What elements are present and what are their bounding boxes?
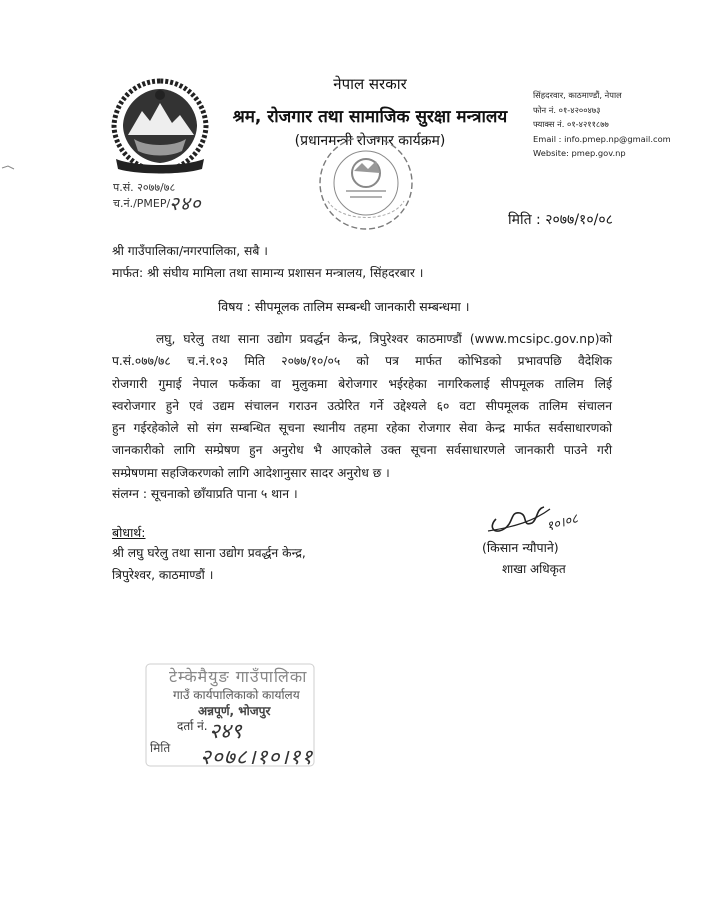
subject-line: विषय : सीपमूलक तालिम सम्बन्धी जानकारी सम्बन्धमा । <box>218 299 470 314</box>
header-program: (प्रधानमन्त्री रोजगार कार्यक्रम) <box>294 133 446 149</box>
stamp-municipality: टेम्केमैयुङ गाउँपालिका <box>169 667 308 686</box>
signatory-name: (किसान न्यौपाने) <box>482 540 559 555</box>
contact-address: सिंहदरवार, काठमाण्डौं, नेपाल <box>533 90 622 100</box>
stamp-location: अन्नपूर्ण, भोजपुर <box>198 704 271 718</box>
ministry-seal-icon <box>306 131 432 239</box>
body-line: प.सं.०७७/७८ च.नं.१०३ मिति २०७७/१०/०५ को पत्र मार्फत कोभिडको प्रभावपछि वैदेशिक <box>112 354 612 369</box>
cc-line: त्रिपुरेश्वर, काठमाण्डौं । <box>112 568 214 582</box>
stamp-miti-value: २०७८।१०।११ <box>200 745 314 769</box>
body-line: लघु, घरेलु तथा साना उद्योग प्रवर्द्धन केन्द्र, त्रिपुरेश्वर काठमाण्डौं (www.mcsipc.gov.np)को <box>156 332 612 346</box>
signature-date: १०।०८ <box>544 511 580 535</box>
stamp-darta-number: २४९ <box>209 719 242 743</box>
stamp-office: गाउँ कार्यपालिकाको कार्यालय <box>173 688 300 702</box>
contact-fax: फ्याक्स नं. ०१-४२११८७७ <box>533 119 609 130</box>
letter-date: मिति : २०७७/१०/०८ <box>508 212 613 228</box>
signatory-position: शाखा अधिकृत <box>502 562 566 576</box>
contact-phone: फोन नं. ०१-४२००४७३ <box>533 104 601 115</box>
contact-block <box>533 88 698 161</box>
header-government: नेपाल सरकार <box>333 75 407 93</box>
contact-email: Email : info.pmep.np@gmail.com <box>533 133 671 144</box>
contact-website: Website: pmep.gov.np <box>533 148 626 159</box>
header-ministry: श्रम, रोजगार तथा सामाजिक सुरक्षा मन्त्रालय <box>232 107 508 127</box>
body-line: रोजगारी गुमाई नेपाल फर्केका वा मुलुकमा बेरोजगार भईरहेका नागरिकलाई सीपमूलक तालिम लिई <box>112 376 612 391</box>
cc-label: बोधार्थ: <box>112 525 146 540</box>
body-line: जानकारीको लागि सम्प्रेषण हुन अनुरोध भै आएकोले उक्त सूचना सर्वसाधारणले जानकारी पाउने गरी <box>112 443 612 458</box>
via-line: मार्फत: श्री संघीय मामिला तथा सामान्य प्रशासन मन्त्रालय, सिंहदरबार । <box>112 266 424 280</box>
reference-fiscal-year: प.सं. २०७७/७८ <box>113 181 176 194</box>
stamp-darta-label: दर्ता नं. <box>177 719 208 733</box>
letter-body <box>112 328 612 484</box>
stamp-miti-label: मिति <box>150 741 171 755</box>
reference-dispatch-number: २४० <box>169 193 202 215</box>
enclosure-line: संलग्न : सूचनाको छाँयाप्रति पाना ५ थान । <box>112 487 298 501</box>
body-line: स्वरोजगार हुने एवं उद्यम संचालन गराउन उत्प्रेरित गर्ने उद्देश्यले ६० वटा सीपमूलक तालिम संचालन <box>112 398 612 413</box>
scan-mark-icon <box>0 164 18 172</box>
recipient-line: श्री गाउँपालिका/नगरपालिका, सबै । <box>112 244 268 258</box>
body-line: हुन गईरहेकोले सो संग सम्बन्धित सूचना स्थानीय तहमा रहेका रोजगार सेवा केन्द्र मार्फत सर्वसाधारणको <box>112 421 612 436</box>
reference-dispatch-label: च.नं./PMEP/ <box>113 197 171 210</box>
nepal-emblem-icon <box>106 77 214 175</box>
cc-line: श्री लघु घरेलु तथा साना उद्योग प्रवर्द्धन केन्द्र, <box>112 546 306 560</box>
body-line: सम्प्रेषणमा सहजिकरणको लागि आदेशानुसार सादर अनुरोध छ । <box>112 465 390 480</box>
